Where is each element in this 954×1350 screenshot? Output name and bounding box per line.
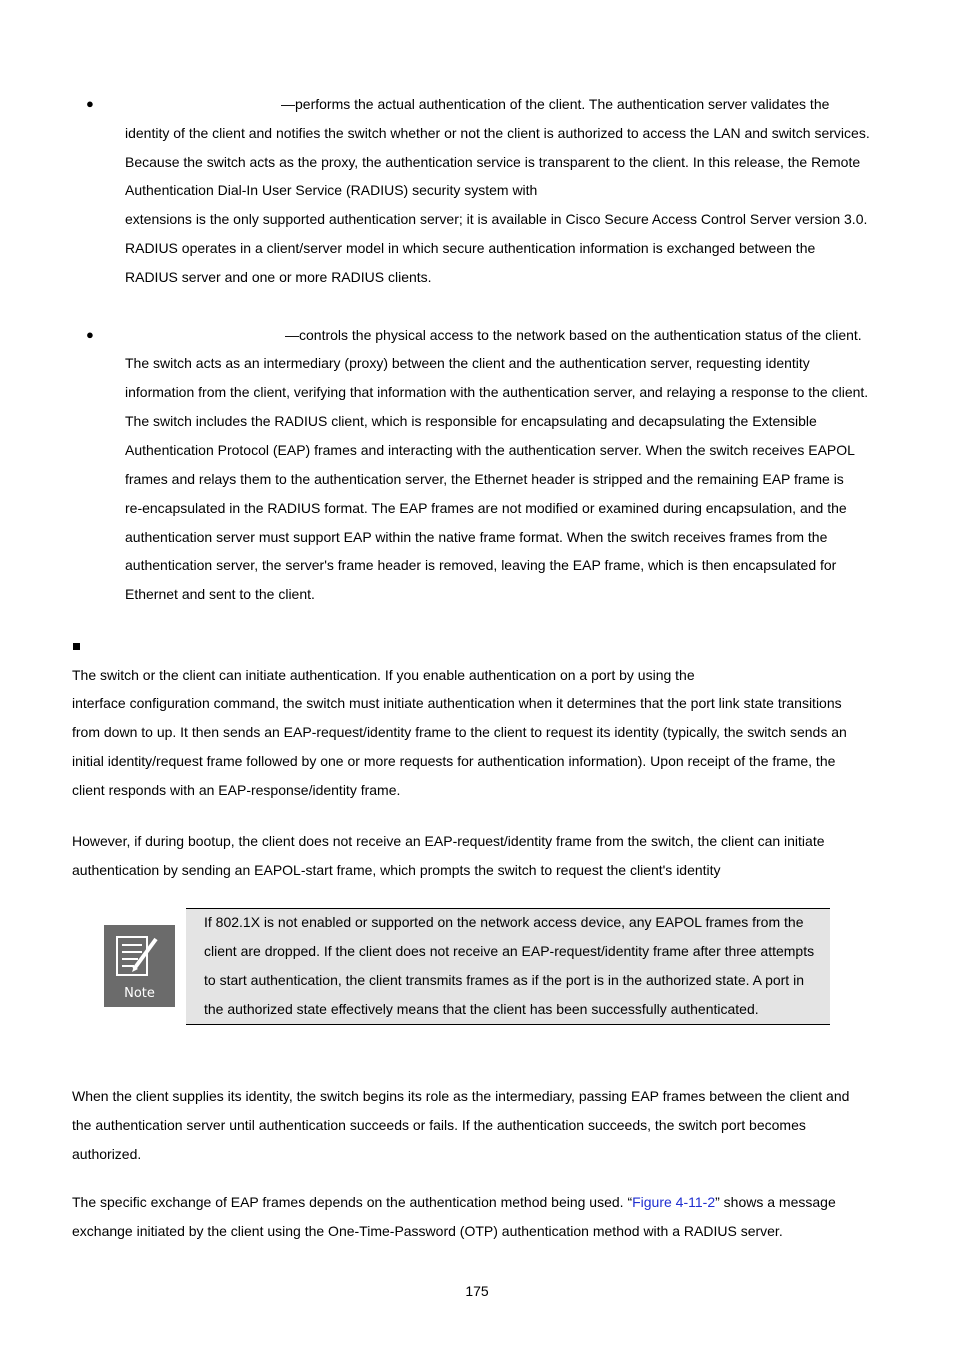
bullet-dot: ● xyxy=(86,96,94,111)
page-number: 175 xyxy=(465,1283,489,1299)
bullet1-line: RADIUS operates in a client/server model in which secure authentication information is exchanged between the xyxy=(125,240,816,256)
note-line: to start authentication, the client transmits frames as if the port is in the authorized state. A port in xyxy=(204,972,804,988)
bullet2-line: Authentication Protocol (EAP) frames and interacting with the authentication server. When the switch receives EAPOL xyxy=(125,442,855,458)
para3-line: authorized. xyxy=(72,1146,142,1162)
para4-line: exchange initiated by the client using the One-Time-Password (OTP) authentication method with a RADIUS server. xyxy=(72,1223,783,1239)
para1-line: The switch or the client can initiate authentication. If you enable authentication on a port by using the xyxy=(72,667,695,683)
para1-line: from down to up. It then sends an EAP-request/identity frame to the client to request its identity (typically, the switch sends an xyxy=(72,724,847,740)
para1-line: initial identity/request frame followed by one or more requests for authentication information). Upon receipt of the frame, the xyxy=(72,753,836,769)
para1-line: interface configuration command, the switch must initiate authentication when it determines that the port link state transitions xyxy=(72,695,842,711)
para4-line xyxy=(72,1193,836,1211)
note-pencil-graphic xyxy=(104,925,175,985)
section-square-marker xyxy=(73,643,80,650)
bullet2-line: Ethernet and sent to the client. xyxy=(125,586,315,602)
bullet1-line: identity of the client and notifies the switch whether or not the client is authorized to access the LAN and switch services. xyxy=(125,125,870,141)
para3-line: When the client supplies its identity, the switch begins its role as the intermediary, passing EAP frames between the client and xyxy=(72,1088,850,1104)
bullet1-line: Authentication Dial-In User Service (RADIUS) security system with xyxy=(125,182,538,198)
bullet2-line: information from the client, verifying that information with the authentication server, and relaying a response to the client. xyxy=(125,384,869,400)
bullet1-line: RADIUS server and one or more RADIUS clients. xyxy=(125,269,432,285)
bullet2-line: The switch includes the RADIUS client, which is responsible for encapsulating and decapsulating the Extensible xyxy=(125,413,817,429)
para2-line: authentication by sending an EAPOL-start frame, which prompts the switch to request the client's identity xyxy=(72,862,721,878)
para4-text-before-link: The specific exchange of EAP frames depends on the authentication method being used. “ xyxy=(72,1194,633,1210)
note-icon xyxy=(104,925,175,1007)
bullet2-line: authentication server must support EAP within the native frame format. When the switch receives frames from the xyxy=(125,529,828,545)
bullet-dot: ● xyxy=(86,327,94,342)
bullet1-line: extensions is the only supported authentication server; it is available in Cisco Secure Access Control Server version 3.0. xyxy=(125,211,868,227)
figure-link[interactable]: Figure 4-11-2 xyxy=(632,1194,716,1210)
bullet2-line: —controls the physical access to the network based on the authentication status of the client. xyxy=(285,327,862,343)
bullet2-line: The switch acts as an intermediary (proxy) between the client and the authentication server, requesting identity xyxy=(125,355,810,371)
para1-line: client responds with an EAP-response/identity frame. xyxy=(72,782,401,798)
para4-text-after-link: ” shows a message xyxy=(715,1194,836,1210)
note-line: the authorized state effectively means that the client has been successfully authenticated. xyxy=(204,1001,759,1017)
bullet2-line: authentication server, the server's frame header is removed, leaving the EAP frame, which is then encapsulated for xyxy=(125,557,837,573)
note-line: client are dropped. If the client does not receive an EAP-request/identity frame after three attempts xyxy=(204,943,815,959)
bullet2-line: re-encapsulated in the RADIUS format. The EAP frames are not modified or examined during encapsulation, and the xyxy=(125,500,847,516)
note-icon-label: Note xyxy=(124,986,155,1001)
bullet1-line: Because the switch acts as the proxy, the authentication service is transparent to the client. In this release, the Remote xyxy=(125,154,861,170)
para3-line: the authentication server until authentication succeeds or fails. If the authentication succeeds, the switch port becomes xyxy=(72,1117,806,1133)
bullet2-line: frames and relays them to the authentication server, the Ethernet header is stripped and the remaining EAP frame is xyxy=(125,471,844,487)
para2-line: However, if during bootup, the client does not receive an EAP-request/identity frame from the switch, the client can initiate xyxy=(72,833,825,849)
note-line: If 802.1X is not enabled or supported on the network access device, any EAPOL frames from the xyxy=(204,914,804,930)
bullet1-line: —performs the actual authentication of the client. The authentication server validates the xyxy=(281,96,830,112)
